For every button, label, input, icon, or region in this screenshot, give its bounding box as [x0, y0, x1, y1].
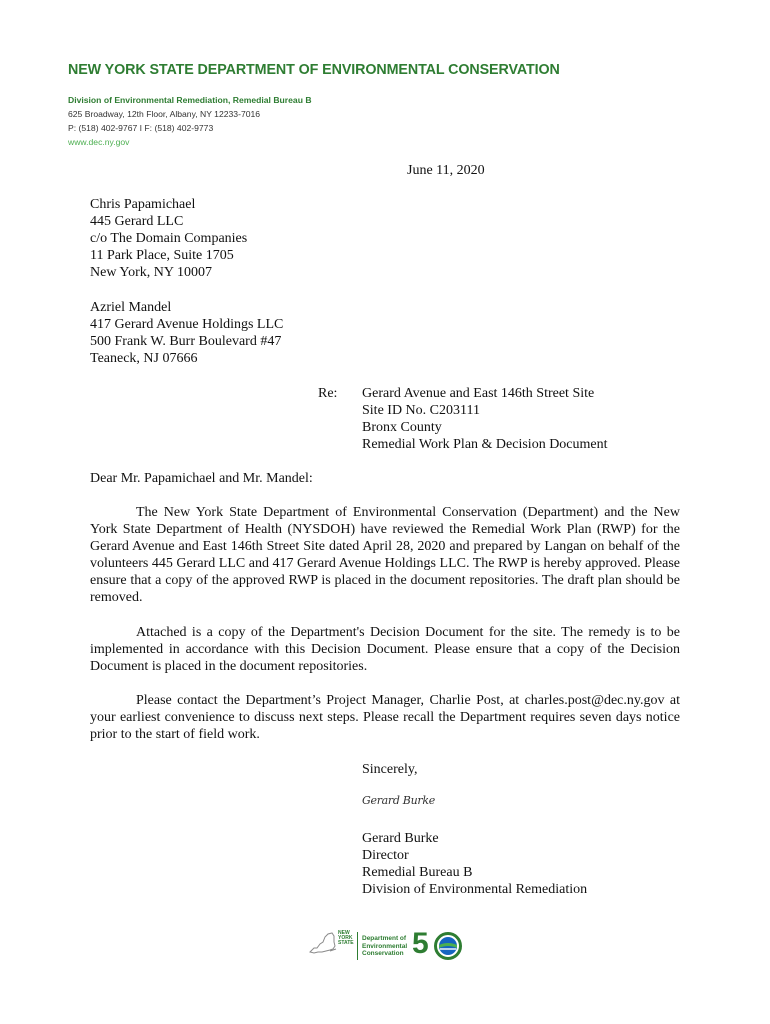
recipient-address-2 — [90, 299, 283, 367]
recipient-line: Teaneck, NJ 07666 — [90, 351, 198, 366]
recipient-line: 11 Park Place, Suite 1705 — [90, 248, 234, 263]
footer-ny-state: NEW YORK STATE — [338, 930, 354, 946]
signer-title: Director — [362, 848, 409, 863]
agency-phone-fax: P: (518) 402-9767 I F: (518) 402-9773 — [68, 123, 214, 133]
subject-line: Bronx County — [362, 420, 442, 435]
handwritten-signature: Gerard Burke — [362, 794, 435, 807]
salutation: Dear Mr. Papamichael and Mr. Mandel: — [90, 471, 313, 486]
recipient-address-1 — [90, 196, 247, 281]
signer-name: Gerard Burke — [362, 831, 439, 846]
recipient-line: 500 Frank W. Burr Boulevard #47 — [90, 334, 282, 349]
body-paragraph-1: The New York State Department of Environmental Conservation (Department) and the New York State Department of Health (NYSDOH) have reviewed the Remedial Work Plan (RWP) for the Gerard Avenue and East 146th Street Site dated April 28, 2020 and prepared by Langan on behalf of the volunteers 445 Gerard LLC and 417 Gerard Avenue Holdings LLC. The RWP is hereby approved. Please ensure that a copy of the approved RWP is placed in the document repositories. The draft plan should be removed. — [90, 505, 680, 605]
agency-website-link[interactable]: www.dec.ny.gov — [68, 137, 130, 147]
earth-emblem-icon — [434, 932, 462, 960]
letter-date: June 11, 2020 — [407, 163, 485, 178]
recipient-line: 445 Gerard LLC — [90, 214, 184, 229]
recipient-line: c/o The Domain Companies — [90, 231, 248, 246]
recipient-line: 417 Gerard Avenue Holdings LLC — [90, 317, 284, 332]
recipient-line: New York, NY 10007 — [90, 265, 212, 280]
re-label: Re: — [318, 386, 338, 401]
recipient-line: Chris Papamichael — [90, 197, 196, 212]
division-name: Division of Environmental Remediation, Remedial Bureau B — [68, 95, 312, 105]
ny-state-map-icon — [308, 930, 338, 956]
subject-line: Remedial Work Plan & Decision Document — [362, 437, 608, 452]
body-paragraph-2: Attached is a copy of the Department's Decision Document for the site. The remedy is to be implemented in accordance with this Decision Document. Please ensure that a copy of the Decision Document is placed in the document repositories. — [90, 625, 680, 674]
subject-line: Gerard Avenue and East 146th Street Site — [362, 386, 595, 401]
agency-address: 625 Broadway, 12th Floor, Albany, NY 12233-7016 — [68, 109, 261, 119]
closing: Sincerely, — [362, 762, 418, 777]
footer-logo — [308, 928, 468, 964]
footer-dept-name: Department of Environmental Conservation — [362, 935, 408, 957]
footer-divider — [357, 932, 358, 960]
signer-unit: Remedial Bureau B — [362, 865, 473, 880]
subject-line: Site ID No. C203111 — [362, 403, 480, 418]
agency-title: NEW YORK STATE DEPARTMENT OF ENVIRONMENTAL CONSERVATION — [68, 62, 560, 78]
signer-division: Division of Environmental Remediation — [362, 882, 588, 897]
signature-block — [362, 830, 587, 898]
body-paragraph-3: Please contact the Department’s Project Manager, Charlie Post, at charles.post@dec.ny.gov at your earliest convenience to discuss next steps. Please recall the Department requires seven days notice prior to the start of field work. — [90, 693, 680, 742]
anniversary-fifty-mark: 5 — [412, 927, 429, 960]
recipient-line: Azriel Mandel — [90, 300, 172, 315]
subject-block — [362, 385, 608, 453]
